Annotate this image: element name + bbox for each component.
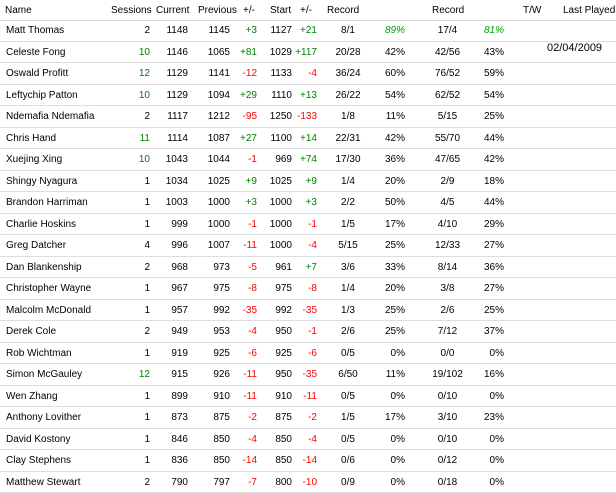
cell-d1: -35 bbox=[232, 305, 257, 316]
cell-current: 996 bbox=[152, 240, 188, 251]
cell-d2: -1 bbox=[292, 219, 317, 230]
cell-pct1: 0% bbox=[369, 455, 405, 466]
cell-start: 975 bbox=[262, 283, 292, 294]
cell-rec2: 7/12 bbox=[420, 326, 475, 337]
cell-rec1: 36/24 bbox=[323, 68, 373, 79]
cell-rec2: 0/18 bbox=[420, 477, 475, 488]
cell-sessions: 4 bbox=[110, 240, 150, 251]
cell-pct2: 54% bbox=[468, 90, 504, 101]
cell-pct1: 33% bbox=[369, 262, 405, 273]
cell-d2: +7 bbox=[292, 262, 317, 273]
cell-name: Rob Wichtman bbox=[6, 348, 72, 359]
cell-d1: -6 bbox=[232, 348, 257, 359]
cell-pct1: 11% bbox=[369, 111, 405, 122]
table-row bbox=[0, 278, 616, 300]
cell-d2: +14 bbox=[292, 133, 317, 144]
cell-sessions: 10 bbox=[110, 154, 150, 165]
cell-sessions: 12 bbox=[110, 68, 150, 79]
cell-rec1: 1/4 bbox=[323, 283, 373, 294]
cell-start: 800 bbox=[262, 477, 292, 488]
header-delta-previous: +/- bbox=[243, 5, 255, 16]
cell-rec2: 5/15 bbox=[420, 111, 475, 122]
cell-previous: 1044 bbox=[196, 154, 230, 165]
cell-start: 1133 bbox=[262, 68, 292, 79]
cell-pct2: 27% bbox=[468, 240, 504, 251]
cell-current: 967 bbox=[152, 283, 188, 294]
cell-pct1: 0% bbox=[369, 477, 405, 488]
cell-pct2: 16% bbox=[468, 369, 504, 380]
cell-sessions: 1 bbox=[110, 197, 150, 208]
cell-d1: -5 bbox=[232, 262, 257, 273]
table-row bbox=[0, 149, 616, 171]
table-row bbox=[0, 235, 616, 257]
cell-pct1: 42% bbox=[369, 133, 405, 144]
cell-current: 1148 bbox=[152, 25, 188, 36]
cell-rec2: 4/10 bbox=[420, 219, 475, 230]
table-row bbox=[0, 20, 616, 42]
cell-d2: -2 bbox=[292, 412, 317, 423]
cell-previous: 975 bbox=[196, 283, 230, 294]
cell-current: 968 bbox=[152, 262, 188, 273]
header-previous: Previous bbox=[198, 5, 237, 16]
cell-pct2: 44% bbox=[468, 133, 504, 144]
cell-sessions: 1 bbox=[110, 412, 150, 423]
cell-previous: 926 bbox=[196, 369, 230, 380]
cell-d2: +3 bbox=[292, 197, 317, 208]
cell-d2: -14 bbox=[292, 455, 317, 466]
cell-start: 1000 bbox=[262, 197, 292, 208]
cell-sessions: 1 bbox=[110, 219, 150, 230]
cell-pct1: 11% bbox=[369, 369, 405, 380]
cell-rec1: 26/22 bbox=[323, 90, 373, 101]
cell-current: 949 bbox=[152, 326, 188, 337]
cell-rec2: 76/52 bbox=[420, 68, 475, 79]
cell-rec1: 0/5 bbox=[323, 348, 373, 359]
cell-name: Chris Hand bbox=[6, 133, 56, 144]
cell-d2: -1 bbox=[292, 326, 317, 337]
cell-pct1: 17% bbox=[369, 412, 405, 423]
last-played-date: 02/04/2009 bbox=[547, 42, 602, 54]
cell-pct2: 25% bbox=[468, 111, 504, 122]
cell-d1: -11 bbox=[232, 369, 257, 380]
cell-pct2: 42% bbox=[468, 154, 504, 165]
table-row bbox=[0, 364, 616, 386]
header-record-1: Record bbox=[327, 5, 359, 16]
cell-name: Malcolm McDonald bbox=[6, 305, 91, 316]
table-row bbox=[0, 214, 616, 236]
cell-sessions: 1 bbox=[110, 391, 150, 402]
cell-current: 790 bbox=[152, 477, 188, 488]
cell-pct1: 25% bbox=[369, 240, 405, 251]
cell-previous: 910 bbox=[196, 391, 230, 402]
cell-rec1: 17/30 bbox=[323, 154, 373, 165]
cell-rec1: 2/2 bbox=[323, 197, 373, 208]
cell-sessions: 2 bbox=[110, 111, 150, 122]
cell-pct2: 0% bbox=[468, 348, 504, 359]
header-delta-start: +/- bbox=[300, 5, 312, 16]
cell-previous: 1000 bbox=[196, 219, 230, 230]
cell-name: Anthony Lovither bbox=[6, 412, 81, 423]
cell-sessions: 10 bbox=[110, 90, 150, 101]
cell-pct1: 60% bbox=[369, 68, 405, 79]
cell-start: 1000 bbox=[262, 219, 292, 230]
cell-sessions: 2 bbox=[110, 326, 150, 337]
cell-pct2: 81% bbox=[468, 25, 504, 36]
header-last-played: Last Played bbox=[563, 5, 615, 16]
cell-rec2: 4/5 bbox=[420, 197, 475, 208]
cell-rec1: 1/5 bbox=[323, 219, 373, 230]
table-row bbox=[0, 257, 616, 279]
cell-current: 836 bbox=[152, 455, 188, 466]
cell-d1: +27 bbox=[232, 133, 257, 144]
cell-start: 910 bbox=[262, 391, 292, 402]
cell-current: 846 bbox=[152, 434, 188, 445]
cell-start: 925 bbox=[262, 348, 292, 359]
cell-rec2: 0/0 bbox=[420, 348, 475, 359]
cell-name: Leftychip Patton bbox=[6, 90, 78, 101]
cell-start: 875 bbox=[262, 412, 292, 423]
cell-pct2: 29% bbox=[468, 219, 504, 230]
cell-name: Simon McGauley bbox=[6, 369, 82, 380]
cell-pct2: 37% bbox=[468, 326, 504, 337]
cell-name: Charlie Hoskins bbox=[6, 219, 76, 230]
cell-current: 1146 bbox=[152, 47, 188, 58]
cell-start: 1250 bbox=[262, 111, 292, 122]
header-name: Name bbox=[5, 5, 32, 16]
cell-start: 850 bbox=[262, 434, 292, 445]
cell-d1: -1 bbox=[232, 154, 257, 165]
cell-d2: +9 bbox=[292, 176, 317, 187]
cell-d2: +13 bbox=[292, 90, 317, 101]
cell-d1: +3 bbox=[232, 197, 257, 208]
cell-d2: +74 bbox=[292, 154, 317, 165]
cell-d2: +117 bbox=[292, 47, 317, 58]
cell-d1: -11 bbox=[232, 240, 257, 251]
cell-previous: 875 bbox=[196, 412, 230, 423]
cell-pct2: 18% bbox=[468, 176, 504, 187]
cell-pct2: 44% bbox=[468, 197, 504, 208]
cell-sessions: 12 bbox=[110, 369, 150, 380]
cell-current: 1003 bbox=[152, 197, 188, 208]
cell-name: Dan Blankenship bbox=[6, 262, 82, 273]
cell-current: 1034 bbox=[152, 176, 188, 187]
cell-pct2: 27% bbox=[468, 283, 504, 294]
cell-rec1: 1/3 bbox=[323, 305, 373, 316]
cell-previous: 1087 bbox=[196, 133, 230, 144]
cell-previous: 850 bbox=[196, 455, 230, 466]
header-tw: T/W bbox=[523, 5, 541, 16]
cell-rec2: 0/12 bbox=[420, 455, 475, 466]
cell-sessions: 11 bbox=[110, 133, 150, 144]
cell-pct1: 89% bbox=[369, 25, 405, 36]
cell-previous: 1145 bbox=[196, 25, 230, 36]
cell-previous: 797 bbox=[196, 477, 230, 488]
cell-d2: -8 bbox=[292, 283, 317, 294]
cell-d1: +81 bbox=[232, 47, 257, 58]
cell-current: 1114 bbox=[152, 133, 188, 144]
cell-sessions: 2 bbox=[110, 262, 150, 273]
cell-current: 999 bbox=[152, 219, 188, 230]
cell-pct1: 36% bbox=[369, 154, 405, 165]
table-row bbox=[0, 63, 616, 85]
header-record-2: Record bbox=[432, 5, 464, 16]
table-row bbox=[0, 42, 616, 64]
cell-start: 850 bbox=[262, 455, 292, 466]
cell-name: Ndemafia Ndemafia bbox=[6, 111, 94, 122]
cell-rec2: 19/102 bbox=[420, 369, 475, 380]
cell-previous: 1000 bbox=[196, 197, 230, 208]
cell-start: 1127 bbox=[262, 25, 292, 36]
table-row bbox=[0, 450, 616, 472]
cell-start: 961 bbox=[262, 262, 292, 273]
cell-previous: 925 bbox=[196, 348, 230, 359]
cell-start: 969 bbox=[262, 154, 292, 165]
cell-rec1: 1/4 bbox=[323, 176, 373, 187]
table-header bbox=[0, 0, 616, 21]
cell-pct1: 50% bbox=[369, 197, 405, 208]
cell-pct2: 0% bbox=[468, 455, 504, 466]
cell-start: 1100 bbox=[262, 133, 292, 144]
cell-rec1: 0/9 bbox=[323, 477, 373, 488]
cell-pct1: 17% bbox=[369, 219, 405, 230]
cell-d1: -1 bbox=[232, 219, 257, 230]
cell-sessions: 2 bbox=[110, 25, 150, 36]
cell-d1: +3 bbox=[232, 25, 257, 36]
table-row bbox=[0, 106, 616, 128]
cell-previous: 1094 bbox=[196, 90, 230, 101]
cell-d1: -7 bbox=[232, 477, 257, 488]
header-sessions: Sessions bbox=[111, 5, 152, 16]
cell-sessions: 1 bbox=[110, 434, 150, 445]
cell-previous: 1212 bbox=[196, 111, 230, 122]
cell-current: 1043 bbox=[152, 154, 188, 165]
table-row bbox=[0, 386, 616, 408]
cell-pct1: 20% bbox=[369, 176, 405, 187]
cell-pct2: 0% bbox=[468, 391, 504, 402]
cell-pct1: 0% bbox=[369, 348, 405, 359]
cell-pct2: 0% bbox=[468, 434, 504, 445]
table-row bbox=[0, 321, 616, 343]
cell-d2: -4 bbox=[292, 240, 317, 251]
cell-d2: -35 bbox=[292, 305, 317, 316]
cell-pct2: 59% bbox=[468, 68, 504, 79]
cell-rec1: 20/28 bbox=[323, 47, 373, 58]
cell-d2: -35 bbox=[292, 369, 317, 380]
cell-current: 957 bbox=[152, 305, 188, 316]
cell-name: Greg Datcher bbox=[6, 240, 66, 251]
cell-current: 1129 bbox=[152, 90, 188, 101]
cell-name: David Kostony bbox=[6, 434, 70, 445]
cell-d2: -11 bbox=[292, 391, 317, 402]
cell-sessions: 1 bbox=[110, 283, 150, 294]
cell-rec2: 3/10 bbox=[420, 412, 475, 423]
cell-start: 950 bbox=[262, 369, 292, 380]
cell-previous: 850 bbox=[196, 434, 230, 445]
cell-start: 1000 bbox=[262, 240, 292, 251]
cell-name: Matthew Stewart bbox=[6, 477, 80, 488]
cell-rec1: 3/6 bbox=[323, 262, 373, 273]
cell-pct2: 36% bbox=[468, 262, 504, 273]
cell-d1: -4 bbox=[232, 326, 257, 337]
cell-pct1: 25% bbox=[369, 305, 405, 316]
cell-start: 992 bbox=[262, 305, 292, 316]
cell-pct1: 54% bbox=[369, 90, 405, 101]
standings-table bbox=[0, 20, 616, 493]
table-row bbox=[0, 85, 616, 107]
cell-d2: -4 bbox=[292, 68, 317, 79]
cell-name: Oswald Profitt bbox=[6, 68, 68, 79]
table-row bbox=[0, 343, 616, 365]
cell-current: 873 bbox=[152, 412, 188, 423]
cell-rec1: 6/50 bbox=[323, 369, 373, 380]
cell-d1: -11 bbox=[232, 391, 257, 402]
table-row bbox=[0, 171, 616, 193]
cell-previous: 992 bbox=[196, 305, 230, 316]
cell-rec1: 0/6 bbox=[323, 455, 373, 466]
cell-d2: -4 bbox=[292, 434, 317, 445]
cell-previous: 973 bbox=[196, 262, 230, 273]
table-row bbox=[0, 300, 616, 322]
cell-sessions: 1 bbox=[110, 305, 150, 316]
header-start: Start bbox=[270, 5, 291, 16]
cell-rec2: 3/8 bbox=[420, 283, 475, 294]
cell-pct1: 25% bbox=[369, 326, 405, 337]
cell-pct2: 0% bbox=[468, 477, 504, 488]
cell-d1: -8 bbox=[232, 283, 257, 294]
cell-rec1: 1/8 bbox=[323, 111, 373, 122]
cell-name: Derek Cole bbox=[6, 326, 56, 337]
table-row bbox=[0, 192, 616, 214]
cell-start: 1029 bbox=[262, 47, 292, 58]
table-row bbox=[0, 472, 616, 493]
cell-d1: -4 bbox=[232, 434, 257, 445]
cell-d2: +21 bbox=[292, 25, 317, 36]
cell-d1: -14 bbox=[232, 455, 257, 466]
cell-rec2: 17/4 bbox=[420, 25, 475, 36]
cell-rec2: 62/52 bbox=[420, 90, 475, 101]
cell-name: Wen Zhang bbox=[6, 391, 58, 402]
cell-sessions: 10 bbox=[110, 47, 150, 58]
cell-rec2: 2/6 bbox=[420, 305, 475, 316]
cell-current: 915 bbox=[152, 369, 188, 380]
cell-previous: 953 bbox=[196, 326, 230, 337]
cell-rec2: 0/10 bbox=[420, 434, 475, 445]
cell-d2: -10 bbox=[292, 477, 317, 488]
cell-sessions: 2 bbox=[110, 477, 150, 488]
cell-rec2: 42/56 bbox=[420, 47, 475, 58]
cell-rec1: 0/5 bbox=[323, 434, 373, 445]
cell-previous: 1007 bbox=[196, 240, 230, 251]
cell-rec1: 0/5 bbox=[323, 391, 373, 402]
table-row bbox=[0, 407, 616, 429]
cell-rec2: 55/70 bbox=[420, 133, 475, 144]
cell-rec1: 2/6 bbox=[323, 326, 373, 337]
cell-current: 899 bbox=[152, 391, 188, 402]
cell-previous: 1025 bbox=[196, 176, 230, 187]
cell-name: Shingy Nyagura bbox=[6, 176, 77, 187]
header-current: Current bbox=[156, 5, 189, 16]
cell-d2: -133 bbox=[292, 111, 317, 122]
cell-rec1: 1/5 bbox=[323, 412, 373, 423]
cell-d1: -95 bbox=[232, 111, 257, 122]
cell-pct2: 43% bbox=[468, 47, 504, 58]
cell-pct1: 20% bbox=[369, 283, 405, 294]
cell-rec2: 0/10 bbox=[420, 391, 475, 402]
cell-sessions: 1 bbox=[110, 455, 150, 466]
cell-d1: -2 bbox=[232, 412, 257, 423]
cell-rec2: 47/65 bbox=[420, 154, 475, 165]
cell-pct2: 23% bbox=[468, 412, 504, 423]
cell-previous: 1141 bbox=[196, 68, 230, 79]
cell-name: Xuejing Xing bbox=[6, 154, 62, 165]
table-row bbox=[0, 429, 616, 451]
cell-name: Matt Thomas bbox=[6, 25, 64, 36]
cell-current: 1117 bbox=[152, 111, 188, 122]
cell-name: Celeste Fong bbox=[6, 47, 65, 58]
cell-pct1: 0% bbox=[369, 434, 405, 445]
cell-rec1: 22/31 bbox=[323, 133, 373, 144]
cell-d1: -12 bbox=[232, 68, 257, 79]
cell-rec2: 12/33 bbox=[420, 240, 475, 251]
cell-start: 1025 bbox=[262, 176, 292, 187]
cell-current: 919 bbox=[152, 348, 188, 359]
cell-rec2: 8/14 bbox=[420, 262, 475, 273]
cell-d1: +29 bbox=[232, 90, 257, 101]
cell-name: Clay Stephens bbox=[6, 455, 71, 466]
cell-start: 950 bbox=[262, 326, 292, 337]
cell-d1: +9 bbox=[232, 176, 257, 187]
cell-previous: 1065 bbox=[196, 47, 230, 58]
cell-start: 1110 bbox=[262, 90, 292, 101]
cell-name: Brandon Harriman bbox=[6, 197, 88, 208]
cell-current: 1129 bbox=[152, 68, 188, 79]
cell-rec1: 8/1 bbox=[323, 25, 373, 36]
cell-pct1: 42% bbox=[369, 47, 405, 58]
cell-d2: -6 bbox=[292, 348, 317, 359]
table-row bbox=[0, 128, 616, 150]
cell-pct1: 0% bbox=[369, 391, 405, 402]
cell-rec2: 2/9 bbox=[420, 176, 475, 187]
cell-sessions: 1 bbox=[110, 176, 150, 187]
cell-pct2: 25% bbox=[468, 305, 504, 316]
cell-sessions: 1 bbox=[110, 348, 150, 359]
cell-name: Christopher Wayne bbox=[6, 283, 91, 294]
cell-rec1: 5/15 bbox=[323, 240, 373, 251]
